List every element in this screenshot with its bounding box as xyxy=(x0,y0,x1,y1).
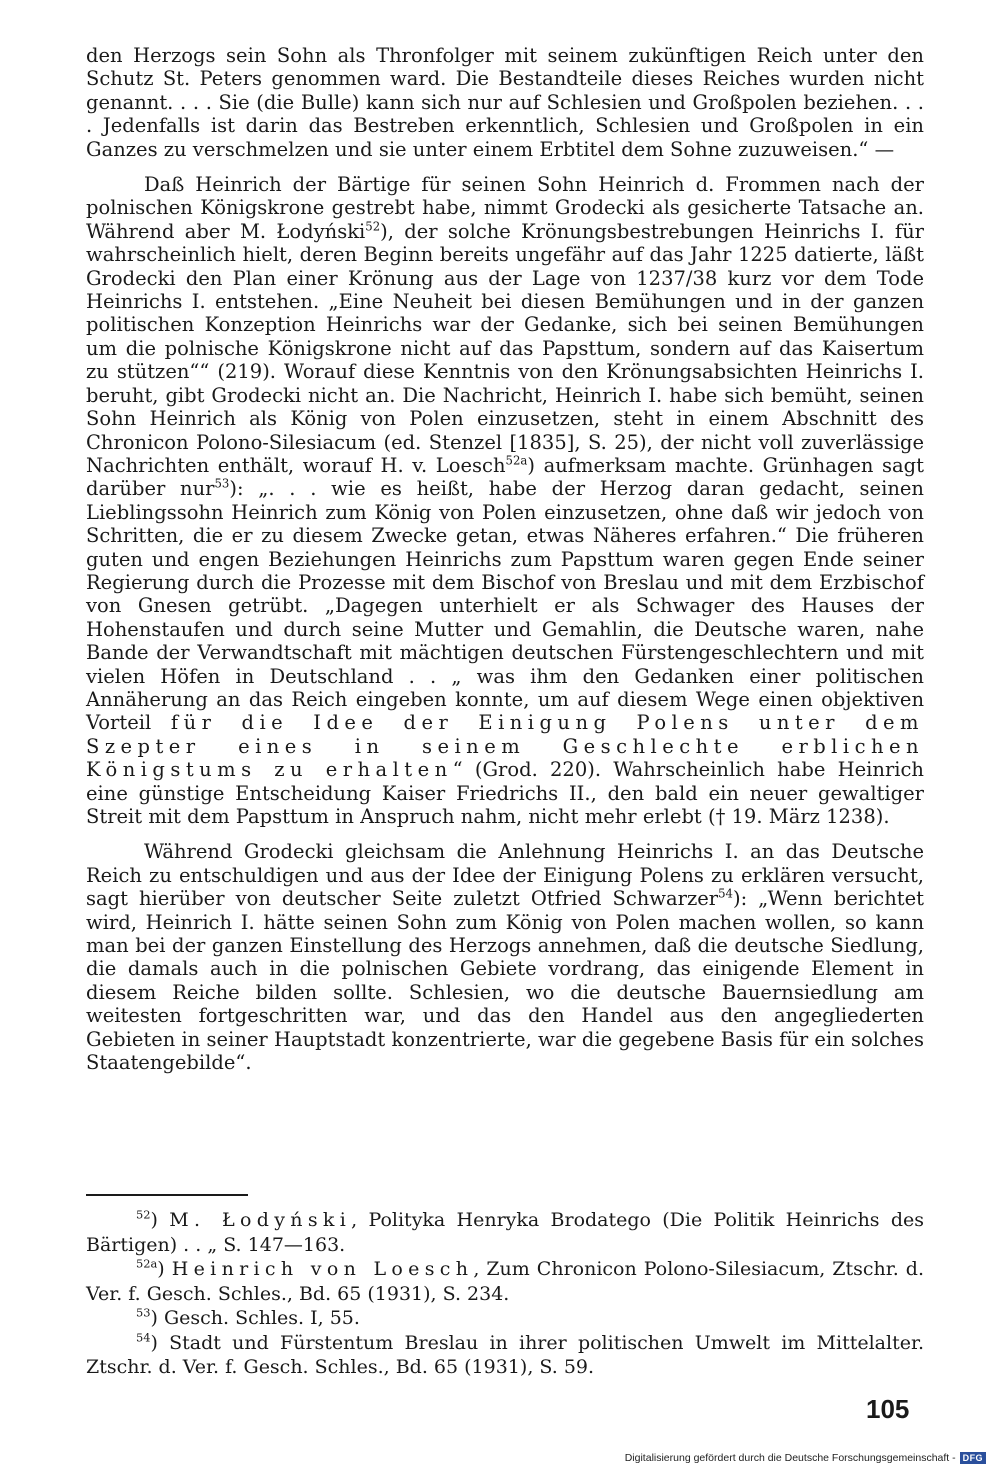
paragraph-3 xyxy=(86,840,924,1074)
footnote-ref-53[interactable]: 53 xyxy=(214,476,230,491)
paragraph-2-part-d: ): „. . . wie es heißt, habe der Herzog daran gedacht, seinen Lieblingssohn Heinrich zum König von Polen einzusetzen, ohne daß wir jedoch von Schritten, die er zu diesem Zwecke getan, etwas Näheres erfahren.“ Die früheren guten und engen Beziehungen Heinrichs zum Papsttum waren gegen Ende seiner Regierung durch die Prozesse mit dem Bischof von Breslau und mit dem Erzbischof von Gnesen getrübt. „Dagegen unterhielt er als Schwager des Hauses der Hohenstaufen und durch seine Mutter und Gemahlin, die Deutsche waren, nahe Bande der Verwandtschaft mit mächtigen deutschen Fürstengeschlechtern und mit vielen Höfen in Deutschland . . „ was ihm den Gedanken einer politischen Annäherung an das Reich eingeben konnte, um auf diesem Wege einen objektiven Vorteil xyxy=(86,477,924,735)
footnote-mark: 52a xyxy=(136,1256,158,1271)
paragraph-2-part-a: Daß Heinrich der Bärtige für seinen Sohn Heinrich d. Frommen nach der polnischen Königskrone gestrebt habe, nimmt Grodecki als gesicherte Tatsache an. Während aber M. Łodyński xyxy=(86,173,924,243)
paragraph-1: den Herzogs sein Sohn als Thronfolger mit seinem zukünftigen Reich unter den Schutz St. Peters genommen ward. Die Bestandteile dieses Reiches wurden nicht genannt. . . . Sie (die Bulle) kann sich nur auf Schlesien und Großpolen beziehen. . . . Jedenfalls ist darin das Bestreben erkenntlich, Schlesien und Großpolen in ein Ganzes zu verschmelzen und sie unter einem Erbtitel dem Sohne zuzuweisen.“ — xyxy=(86,44,924,161)
footer-text: Digitalisierung gefördert durch die Deutsche Forschungsgemeinschaft - xyxy=(624,1452,956,1464)
paragraph-3-part-a: Während Grodecki gleichsam die Anlehnung Heinrichs I. an das Deutsche Reich zu entschuldigen und aus der Idee der Einigung Polens zu erklären versucht, sagt hierüber von deutscher Seite zuletzt Otfried Schwarzer xyxy=(86,840,924,911)
footnote-ref-54[interactable]: 54 xyxy=(718,886,733,901)
footnote-ref-52[interactable]: 52 xyxy=(365,219,381,234)
main-text xyxy=(86,44,924,1074)
paragraph-gap xyxy=(86,828,924,840)
footnote-52: $^{52}$) M. Łodyński, Polityka Henryka Brodatego (Die Politik Heinrichs des Bärtigen) . . „ S. 147—163. xyxy=(86,1207,924,1256)
footnote-text: Stadt und Fürstentum Breslau in ihrer politischen Umwelt im Mittelalter. Ztschr. d. Ver. f. Gesch. Schles., Bd. 65 (1931), S. 59. xyxy=(86,1331,925,1378)
footnote-54: $^{54}$) Stadt und Fürstentum Breslau in ihrer politischen Umwelt im Mittelalter. Ztschr. d. Ver. f. Gesch. Schles., Bd. 65 (1931), S. 59. xyxy=(86,1330,925,1378)
paragraph-2-part-b: ), der solche Krönungsbestrebungen Heinrichs I. für wahrscheinlich hielt, deren Beginn bereits ungefähr auf das Jahr 1225 datierte, läßt Grodecki den Plan einer Krönung aus der Lage von 1237/38 kurz vor dem Tode Heinrichs I. entstehen. „Eine Neuheit bei diesen Bemühungen und in der ganzen politischen Konzeption Heinrichs war der Gedanke, sich bei seinen Bemühungen um die polnische Königskrone nicht auf das Papsttum, sondern auf das Kaisertum zu stützen““ (219). Worauf diese Kenntnis von den Krönungsabsichten Heinrichs I. beruht, gibt Grodecki nicht an. Die Nachricht, Heinrich I. habe sich bemüht, seinen Sohn Heinrich als König von Polen einzusetzen, steht in einem Abschnitt des Chronicon Polono-Silesiacum (ed. Stenzel [1835], S. 25), der nicht voll zuverlässige Nachrichten enthält, worauf H. v. Loesch xyxy=(86,219,924,477)
paragraph-2-part-f: “ (Grod. 220). Wahrscheinlich habe Heinrich eine günstige Entscheidung Kaiser Friedrichs II., den bald ein neuer gewaltiger Streit mit dem Papsttum in Anspruch nahm, nicht mehr erlebt († 19. März 1238). xyxy=(86,758,924,828)
footnote-53: $^{53}$) Gesch. Schles. I, 55. xyxy=(136,1305,360,1329)
footnote-mark: 53 xyxy=(136,1305,151,1320)
paragraph-gap xyxy=(86,161,924,173)
footnote-author: M. Łodyński xyxy=(169,1209,352,1231)
footnotes xyxy=(86,1208,924,1380)
paragraph-3-part-b: ): „Wenn berichtet wird, Heinrich I. hätte seinen Sohn zum König von Polen machen wollen, so kann man bei der ganzen Einstellung des Herzogs annehmen, daß die deutsche Siedlung, die damals auch in die polnischen Gebiete vordrang, das einigende Element in diesem Reiche bilden sollte. Schlesien, wo die deutsche Bauernsiedlung am weitesten fortgeschritten war, und das den Handel aus den angegliederten Gebieten in seiner Hauptstadt konzentrierte, war die gegebene Basis für ein solches Staatengebilde“. xyxy=(86,887,924,1075)
footnote-text: Gesch. Schles. I, 55. xyxy=(163,1307,360,1329)
paragraph-2-part-c: ) aufmerksam machte. Grünhagen sagt darüber nur xyxy=(86,453,924,501)
footnote-text: , Polityka Henryka Brodatego (Die Politik Heinrichs des Bärtigen) . . „ S. 147—163. xyxy=(86,1209,924,1256)
footnote-mark: 52 xyxy=(136,1207,151,1222)
footnote-52a: $^{52a}$) Heinrich von Loesch, Zum Chronicon Polono-Silesiacum, Ztschr. d. Ver. f. Gesch. Schles., Bd. 65 (1931), S. 234. xyxy=(86,1256,925,1305)
footnote-divider xyxy=(86,1194,248,1196)
footnote-author: Heinrich von Loesch xyxy=(171,1258,474,1280)
footnote-mark: 54 xyxy=(136,1330,151,1345)
footnote-ref-52a[interactable]: 52a xyxy=(505,453,528,468)
emphasized-quote: für die Idee der Einigung Polens unter dem Szepter eines in seinem Geschlechte erblichen Königstums zu erhalten xyxy=(86,711,924,782)
dfg-logo-icon: DFG xyxy=(960,1452,986,1464)
paragraph-2 xyxy=(86,173,924,828)
page-number: 105 xyxy=(866,1394,910,1424)
footnote-text: , Zum Chronicon Polono-Silesiacum, Ztschr. d. Ver. f. Gesch. Schles., Bd. 65 (1931), S. 234. xyxy=(86,1258,925,1305)
digitization-footer xyxy=(625,1452,986,1464)
